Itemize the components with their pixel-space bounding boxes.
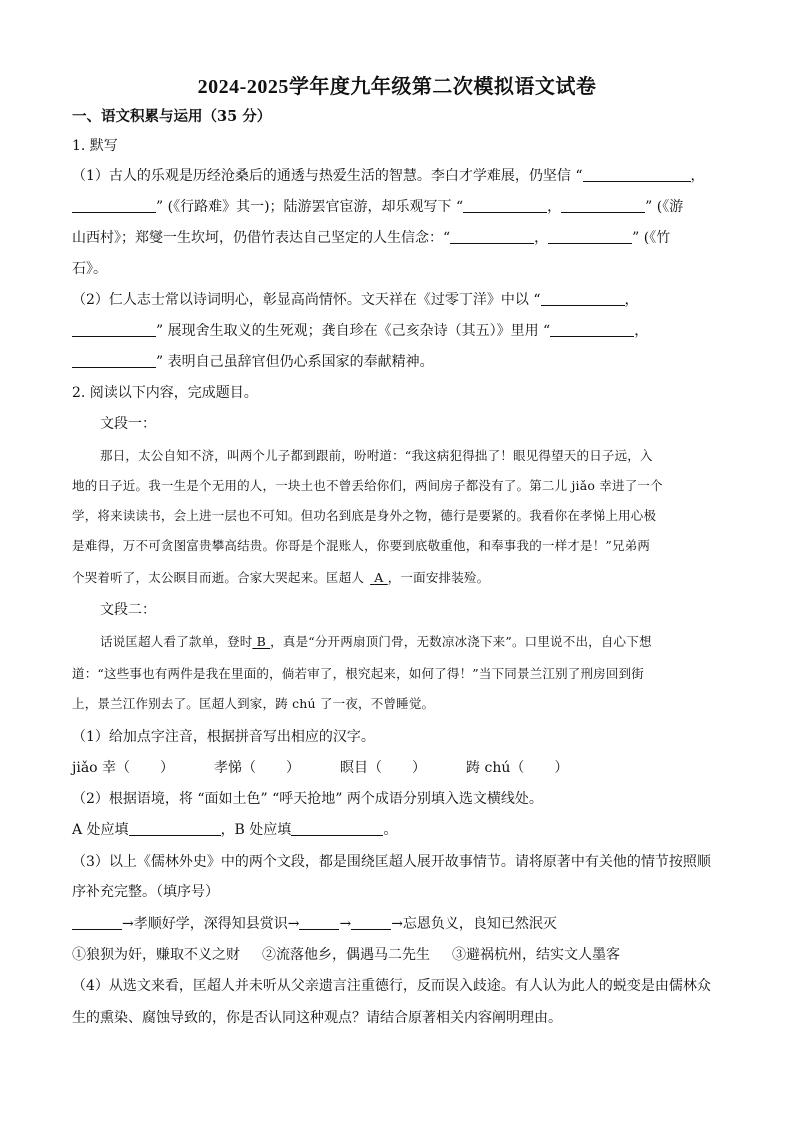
question-1-label: 1. 默写 (72, 138, 118, 154)
answer-blank[interactable] (541, 291, 625, 306)
passage-2-line: 话说匡超人看了款单，登时 B ，真是“分开两扇顶门骨，无数凉冰浇下来”。口里说不出，自心下想 (100, 634, 652, 649)
sub-question-4-line1: （4）从选文来看，匡超人并未听从父亲遗言注重德行，反而误入歧途。有人认为此人的蜕变是由儒林众 (72, 978, 711, 994)
sub-question-3-line2: 序补充完整。（填序号） (72, 884, 219, 900)
passage-2-line: 道：“这些事也有两件是我在里面的，倘若审了，根究起来，如何了得！”当下同景兰江别了刑房回到街 (72, 666, 644, 681)
passage-1-line: 学，将来读读书，会上进一层也不可知。但功名到底是身外之物，德行是要紧的。我看你在孝悌上用心极 (72, 508, 657, 523)
answer-blank[interactable] (72, 915, 122, 930)
answer-blank[interactable] (72, 322, 156, 337)
q1-part1-line4: 石》。 (72, 261, 107, 277)
answer-blank[interactable] (583, 167, 691, 182)
sub-question-3-line1: （3）以上《儒林外史》中的两个文段，都是围绕匡超人展开故事情节。请将原著中有关他的情节按照顺 (72, 854, 711, 870)
option-1: ①狼狈为奸，赚取不义之财 (72, 947, 240, 963)
passage-1-line: 那日，太公自知不济，叫两个儿子都到跟前，吩咐道：“我这病犯得拙了！眼见得望天的日子远，入 (100, 448, 653, 463)
passage-1-line: 个哭着听了，太公瞑目而逝。合家大哭起来。匡超人 A ，一面安排装殓。 (72, 570, 490, 585)
sub-question-1: （1）给加点字注音，根据拼音写出相应的汉字。 (72, 729, 375, 745)
sub-question-1-items: jiǎo 幸（ ） 孝悌（ ） 瞑目（ ） 踌 chú（ ） (72, 760, 569, 776)
blank-b-marker[interactable]: B (256, 634, 266, 649)
passage-1-line: 是难得，万不可贪图富贵攀高结贵。你哥是个混账人，你要到底敬重他，和奉事我的一样才是！”兄弟两 (72, 538, 651, 553)
answer-blank[interactable] (548, 229, 632, 244)
answer-blank[interactable] (299, 915, 339, 930)
answer-blank[interactable] (463, 198, 547, 213)
q1-part2-line1: （2）仁人志士常以诗词明心，彰显高尚情怀。文天祥在《过零丁洋》中以 “ ， (72, 292, 639, 308)
section-heading: 一、语文积累与运用（35 分） (72, 108, 272, 125)
blank-a-marker[interactable]: A (374, 570, 384, 585)
answer-blank[interactable] (450, 229, 534, 244)
sub-question-2: （2）根据语境，将 “面如土色” “呼天抢地” 两个成语分别填入选文横线处。 (72, 791, 543, 807)
answer-blank[interactable] (72, 198, 156, 213)
answer-blank[interactable] (72, 353, 156, 368)
page-title: 2024-2025学年度九年级第二次模拟语文试卷 (197, 76, 597, 98)
question-2-label: 2. 阅读以下内容，完成题目。 (72, 385, 258, 401)
options-line (72, 945, 620, 965)
answer-blank[interactable] (561, 198, 645, 213)
passage-2-label: 文段二： (100, 602, 156, 618)
q1-part1-line2: ” (《行路难》其一)；陆游罢官宦游，却乐观写下 “ ， ” (《游 (72, 197, 683, 217)
option-2: ②流落他乡，偶遇马二先生 (262, 947, 430, 963)
q1-part1-line1: （1）古人的乐观是历经沧桑后的通透与热爱生活的智慧。李白才学难展，仍坚信 “ ， (72, 168, 705, 184)
sub-question-2-answer: A 处应填 ，B 处应填 。 (72, 822, 398, 838)
q1-part2-line2: ” 展现舍生取义的生死观；龚自珍在《己亥杂诗（其五）》里用 “ ， (72, 321, 648, 341)
option-3: ③避祸杭州，结实文人墨客 (452, 947, 620, 963)
answer-blank[interactable] (129, 821, 221, 836)
answer-blank[interactable] (550, 322, 634, 337)
q1-part2-line3: ” 表明自己虽辞官但仍心系国家的奉献精神。 (72, 352, 434, 372)
sub-question-4-line2: 生的熏染、腐蚀导致的，你是否认同这种观点？请结合原著相关内容阐明理由。 (72, 1010, 562, 1026)
answer-blank[interactable] (351, 915, 391, 930)
q1-part1-line3: 山西村》；郑燮一生坎坷，仍借竹表达自己坚定的人生信念：“ ， ” (《竹 (72, 230, 671, 246)
sequence-line: →孝顺好学，深得知县赏识→ → →忘恩负义，良知已然泯灭 (72, 914, 557, 934)
answer-blank[interactable] (291, 821, 383, 836)
passage-1-label: 文段一： (100, 416, 156, 432)
passage-2-line: 上，景兰江作别去了。匡超人到家，踌 chú 了一夜，不曾睡觉。 (72, 696, 435, 711)
passage-1-line: 地的日子近。我一生是个无用的人，一块土也不曾丢给你们，两间房子都没有了。第二儿 jiǎo 幸进了一个 (72, 478, 663, 493)
